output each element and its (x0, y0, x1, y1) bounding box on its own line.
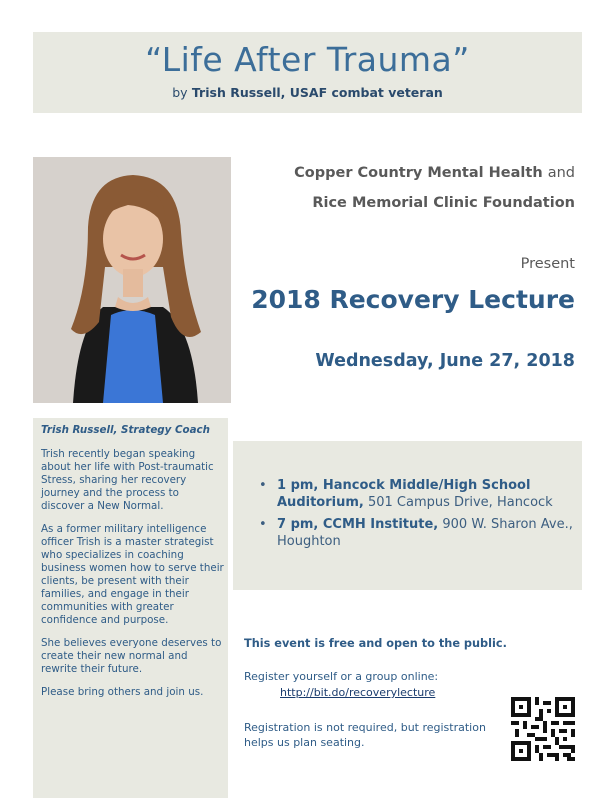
register-text: Register yourself or a group online: (244, 670, 439, 683)
byline-prefix: by (172, 85, 188, 100)
bio-paragraph: Trish recently began speaking about her life with Post-traumatic Stress, sharing her recovery journey and the process to discover a New Normal. (41, 448, 214, 512)
event-address: 900 W. Sharon Ave., Houghton (277, 517, 573, 549)
sponsor-and: and (547, 165, 575, 181)
registration-note: Registration is not required, but registration helps us plan seating. (244, 721, 486, 749)
bullet-icon: • (259, 478, 267, 493)
registration-link[interactable]: http://bit.do/recoverylecture (280, 686, 436, 699)
sponsor-org-1: Copper Country Mental Health (294, 165, 543, 181)
byline-name: Trish Russell, USAF combat veteran (191, 85, 443, 100)
event-address: 501 Campus Drive, Hancock (363, 495, 553, 510)
speaker-photo (33, 157, 231, 403)
sponsor-org-2: Rice Memorial Clinic Foundation (312, 195, 575, 211)
present-label: Present (520, 256, 575, 272)
qr-code-icon[interactable] (511, 697, 575, 761)
free-event-note: This event is free and open to the public. (244, 637, 507, 650)
list-item (257, 477, 575, 511)
portrait-illustration (33, 157, 231, 403)
byline (33, 85, 582, 100)
lecture-title: 2018 Recovery Lecture (251, 285, 575, 314)
bio-paragraph: As a former military intelligence officer Trish is a master strategist who specializes in coaching business women how to serve their clients, be present with their families, and engage in their communities with greater confidence and purpose. (41, 523, 224, 626)
bullet-icon: • (259, 517, 267, 532)
event-title: “Life After Trauma” (145, 40, 470, 79)
sponsor-line-1 (294, 165, 575, 181)
event-times-box (233, 441, 582, 590)
speaker-bio-sidebar (33, 418, 228, 798)
list-item (257, 516, 575, 550)
bio-heading: Trish Russell, Strategy Coach (41, 424, 210, 436)
sponsor-line-2 (312, 195, 575, 211)
bio-paragraph: She believes everyone deserves to create their new normal and rewrite their future. (41, 637, 222, 675)
event-time-place: 7 pm, CCMH Institute, (277, 517, 439, 532)
event-list (257, 477, 575, 555)
title-band (33, 32, 582, 113)
bio-paragraph: Please bring others and join us. (41, 686, 204, 698)
event-time-place: 1 pm, Hancock Middle/High School Auditorium, (277, 478, 531, 510)
event-date: Wednesday, June 27, 2018 (315, 351, 575, 371)
